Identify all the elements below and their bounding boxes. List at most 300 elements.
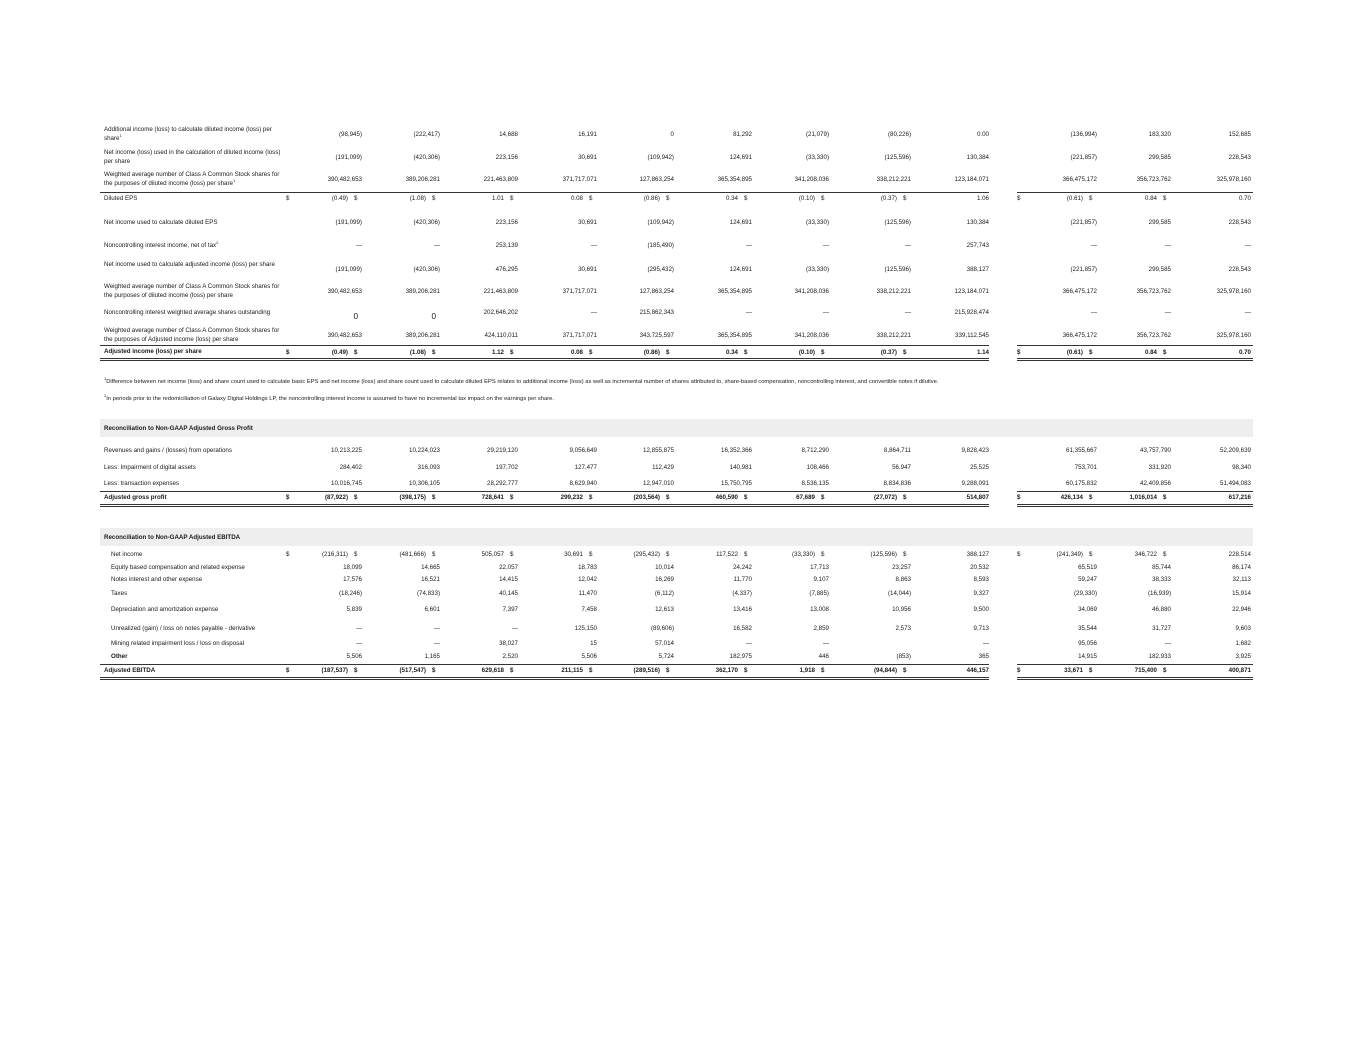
value-cell: 16,521 [421, 576, 440, 583]
value-cell: (191,099) [335, 219, 362, 226]
rule-line [100, 358, 989, 359]
eps-table-row [0, 171, 1365, 189]
value-cell: 389,206,281 [405, 332, 440, 339]
row-label-text: Equity based compensation and related expense [111, 564, 245, 571]
value-cell: 0 [670, 131, 674, 138]
footnote-text: Difference between net income (loss) and share count used to calculate basic EPS and net income (loss) and share count used to calculate diluted EPS relates to additional income (loss) as well as incremental number of shares attributed to, share-based compensation, noncontrolling interest, and convertible notes if dilutive. [106, 379, 939, 385]
row-label-text: Adjusted income (loss) per share [104, 348, 202, 355]
currency-symbol: $ [744, 551, 748, 558]
currency-symbol: $ [1089, 195, 1093, 202]
value-cell: 0.34 [725, 195, 738, 202]
value-cell: (191,099) [335, 154, 362, 161]
value-cell: 17,576 [343, 576, 362, 583]
value-cell: 0.08 [570, 195, 583, 202]
value-cell: 95,056 [1078, 640, 1097, 647]
row-label [104, 219, 289, 228]
value-cell: 223,156 [495, 219, 518, 226]
row-label [104, 239, 289, 251]
value-cell: 2,859 [813, 625, 829, 632]
currency-symbol: $ [1017, 349, 1021, 356]
currency-symbol: $ [821, 195, 825, 202]
currency-symbol: $ [903, 551, 907, 558]
value-cell: 446,157 [966, 667, 989, 674]
row-label-text: Mining related impairment loss / loss on disposal [111, 640, 245, 647]
rule-line [1017, 491, 1253, 492]
value-cell: 476,295 [495, 266, 518, 273]
currency-symbol: $ [1163, 667, 1167, 674]
value-cell: 5,506 [346, 653, 362, 660]
value-cell: 23,257 [892, 564, 911, 571]
value-cell: (21,079) [805, 131, 829, 138]
value-cell: 9,828,423 [961, 447, 989, 454]
value-cell: 371,717,071 [562, 176, 597, 183]
value-cell: 38,333 [1152, 576, 1171, 583]
value-cell: (481,666) [399, 551, 426, 558]
value-cell: 460,590 [715, 494, 738, 501]
value-cell: — [1244, 309, 1251, 316]
currency-symbol: $ [1163, 551, 1167, 558]
value-cell: 338,212,221 [876, 176, 911, 183]
value-cell: — [1090, 242, 1097, 249]
value-cell: 389,206,281 [405, 176, 440, 183]
value-cell: (0.86) [643, 349, 660, 356]
value-cell: 52,209,639 [1220, 447, 1251, 454]
value-cell: 299,585 [1148, 266, 1171, 273]
value-cell: 728,641 [481, 494, 504, 501]
value-cell: 197,702 [495, 464, 518, 471]
row-label [104, 447, 289, 456]
value-cell: 46,880 [1152, 606, 1171, 613]
value-cell: 8,863 [895, 576, 911, 583]
section-header-band [100, 419, 1253, 437]
rule-line [100, 677, 989, 678]
value-cell: (16,939) [1147, 590, 1171, 597]
value-cell: (125,596) [870, 551, 897, 558]
value-cell: 366,475,172 [1062, 332, 1097, 339]
value-cell: (33,330) [805, 266, 829, 273]
row-label-text: Weighted average number of Class A Common Stock shares for the purposes of Adjusted income (loss) per share [104, 327, 280, 343]
value-cell: 124,691 [729, 219, 752, 226]
value-cell: 253,139 [495, 242, 518, 249]
eps-table-row [0, 126, 1365, 144]
value-cell: 365,354,895 [717, 332, 752, 339]
eps-table-row [0, 327, 1365, 345]
value-cell: — [355, 640, 362, 647]
value-cell: (125,596) [884, 154, 911, 161]
row-label [104, 494, 289, 503]
rule-line [100, 192, 989, 193]
value-cell: — [982, 640, 989, 647]
rule-line [1017, 677, 1253, 678]
value-cell: (221,857) [1070, 219, 1097, 226]
value-cell: 9,603 [1235, 625, 1251, 632]
value-cell: 127,477 [574, 464, 597, 471]
value-cell: (289,516) [633, 667, 660, 674]
row-label-text: Adjusted EBITDA [104, 667, 156, 674]
row-label-text: Net income used to calculate diluted EPS [104, 219, 218, 226]
value-cell: 127,863,254 [639, 176, 674, 183]
section-title: Reconciliation to Non-GAAP Adjusted EBITDA [104, 534, 241, 541]
value-cell: 0.00 [976, 131, 989, 138]
value-cell: 299,585 [1148, 154, 1171, 161]
value-cell: 505,057 [481, 551, 504, 558]
ebitda-row [0, 551, 1365, 561]
value-cell: 125,150 [574, 625, 597, 632]
value-cell: 13,008 [810, 606, 829, 613]
value-cell: 223,156 [495, 154, 518, 161]
value-cell: 389,206,281 [405, 288, 440, 295]
value-cell: — [590, 309, 597, 316]
ebitda-row [0, 625, 1365, 635]
value-cell: 1.14 [976, 349, 989, 356]
currency-symbol: $ [1017, 195, 1021, 202]
value-cell: 124,691 [729, 154, 752, 161]
row-label [111, 551, 296, 560]
currency-symbol: $ [286, 551, 290, 558]
value-cell: (125,596) [884, 266, 911, 273]
value-cell: 617,216 [1228, 494, 1251, 501]
value-cell: 10,956 [892, 606, 911, 613]
value-cell: 753,701 [1074, 464, 1097, 471]
value-cell: (33,330) [805, 219, 829, 226]
value-cell: 10,306,105 [409, 480, 440, 487]
value-cell: 257,743 [966, 242, 989, 249]
currency-symbol: $ [744, 349, 748, 356]
value-cell: 0.70 [1238, 349, 1251, 356]
currency-symbol: $ [286, 667, 290, 674]
value-cell: 8,536,135 [801, 480, 829, 487]
value-cell: (80,226) [887, 131, 911, 138]
value-cell: 61,355,667 [1066, 447, 1097, 454]
row-label [104, 480, 289, 489]
row-label [104, 195, 289, 204]
footnote [104, 376, 939, 385]
value-cell: 0.84 [1144, 195, 1157, 202]
value-cell: 9,500 [973, 606, 989, 613]
rule-line [100, 360, 989, 361]
row-label [111, 653, 296, 662]
value-cell: 1.01 [491, 195, 504, 202]
value-cell: (33,330) [791, 551, 815, 558]
currency-symbol: $ [744, 667, 748, 674]
rule-line [100, 679, 989, 680]
value-cell: 9,107 [813, 576, 829, 583]
value-cell: 81,292 [733, 131, 752, 138]
currency-symbol: $ [432, 494, 436, 501]
value-cell: (0.37) [880, 195, 897, 202]
value-cell: 10,213,225 [331, 447, 362, 454]
currency-symbol: $ [510, 551, 514, 558]
value-cell: 202,646,202 [483, 309, 518, 316]
footnote-mark: 1 [104, 376, 107, 382]
value-cell: 388,127 [966, 266, 989, 273]
value-cell: 30,691 [578, 266, 597, 273]
value-cell: 390,482,653 [327, 332, 362, 339]
row-label-text: Net income [111, 551, 143, 558]
rule-line [100, 491, 989, 492]
row-label-text: Noncontrolling interest income, net of tax [104, 242, 217, 249]
value-cell: (33,330) [805, 154, 829, 161]
value-cell: 12,613 [655, 606, 674, 613]
rule-line [1017, 506, 1253, 507]
value-cell: (222,417) [413, 131, 440, 138]
value-cell: 221,463,809 [483, 288, 518, 295]
value-cell: — [745, 640, 752, 647]
value-cell: 12,855,875 [643, 447, 674, 454]
value-cell: 362,170 [715, 667, 738, 674]
value-cell: 5,839 [346, 606, 362, 613]
currency-symbol: $ [1089, 667, 1093, 674]
rule-line [100, 504, 989, 505]
value-cell: 1.06 [976, 195, 989, 202]
ebitda-row [0, 576, 1365, 586]
value-cell: — [904, 242, 911, 249]
value-cell: 31,727 [1152, 625, 1171, 632]
rule-line [1017, 192, 1253, 193]
value-cell: 35,544 [1078, 625, 1097, 632]
value-cell: 9,288,091 [961, 480, 989, 487]
row-label-text: Weighted average number of Class A Common Stock shares for the purposes of diluted income (loss) per share [104, 283, 280, 299]
value-cell: — [745, 309, 752, 316]
value-cell: 299,585 [1148, 219, 1171, 226]
value-cell: 215,928,474 [954, 309, 989, 316]
currency-symbol: $ [589, 195, 593, 202]
value-cell: 8,629,940 [569, 480, 597, 487]
rule-line [100, 506, 989, 507]
value-cell: 60,175,832 [1066, 480, 1097, 487]
row-label-text: Revenues and gains / (losses) from operations [104, 447, 232, 454]
value-cell: 0 [353, 312, 358, 321]
value-cell: 0.34 [725, 349, 738, 356]
row-label [104, 464, 289, 473]
row-label [104, 126, 289, 144]
value-cell: (0.49) [331, 349, 348, 356]
value-cell: (74,833) [416, 590, 440, 597]
value-cell: 140,981 [729, 464, 752, 471]
value-cell: 325,978,160 [1216, 176, 1251, 183]
value-cell: 338,212,221 [876, 332, 911, 339]
value-cell: 86,174 [1232, 564, 1251, 571]
value-cell: 8,593 [973, 576, 989, 583]
row-label [104, 149, 289, 167]
ebitda-row [0, 653, 1365, 663]
value-cell: 15,750,795 [721, 480, 752, 487]
row-label-text: Taxes [111, 590, 128, 597]
value-cell: 182,975 [729, 653, 752, 660]
value-cell: (18,246) [338, 590, 362, 597]
value-cell: 67,689 [796, 494, 815, 501]
value-cell: 11,770 [733, 576, 752, 583]
currency-symbol: $ [821, 349, 825, 356]
value-cell: — [433, 242, 440, 249]
value-cell: (7,885) [809, 590, 829, 597]
currency-symbol: $ [1017, 667, 1021, 674]
value-cell: 9,327 [973, 590, 989, 597]
currency-symbol: $ [1017, 551, 1021, 558]
value-cell: 365 [978, 653, 989, 660]
currency-symbol: $ [903, 667, 907, 674]
value-cell: 346,722 [1134, 551, 1157, 558]
value-cell: 12,042 [578, 576, 597, 583]
eps-table-row [0, 239, 1365, 252]
row-label [104, 348, 289, 357]
value-cell: 316,093 [417, 464, 440, 471]
value-cell: — [745, 242, 752, 249]
value-cell: 32,113 [1232, 576, 1251, 583]
value-cell: 5,724 [658, 653, 674, 660]
value-cell: 715,400 [1134, 667, 1157, 674]
value-cell: 1,918 [799, 667, 815, 674]
value-cell: 14,915 [1078, 653, 1097, 660]
value-cell: 446 [818, 653, 829, 660]
value-cell: — [1164, 309, 1171, 316]
eps-table-row [0, 195, 1365, 205]
value-cell: 57,014 [655, 640, 674, 647]
footnote [104, 393, 555, 402]
value-cell: 6,601 [424, 606, 440, 613]
currency-symbol: $ [1089, 349, 1093, 356]
rule-line [1017, 679, 1253, 680]
value-cell: 14,688 [499, 131, 518, 138]
section-title: Reconciliation to Non-GAAP Adjusted Gross Profit [104, 425, 253, 432]
value-cell: 7,397 [502, 606, 518, 613]
currency-symbol: $ [589, 667, 593, 674]
footnote-text: In periods prior to the redomiciliation of Galaxy Digital Holdings LP, the noncontrolling interest income is assumed to have no incremental tax impact on the earnings per share. [106, 396, 555, 402]
value-cell: 42,409,856 [1140, 480, 1171, 487]
currency-symbol: $ [821, 667, 825, 674]
footnote-mark: 2 [104, 393, 107, 399]
row-label [111, 590, 296, 599]
row-label-text: Notes interest and other expense [111, 576, 203, 583]
value-cell: 341,208,036 [794, 288, 829, 295]
currency-symbol: $ [286, 195, 290, 202]
value-cell: 34,069 [1078, 606, 1097, 613]
value-cell: 13,416 [733, 606, 752, 613]
value-cell: 40,145 [499, 590, 518, 597]
row-label-text: Less: transaction expenses [104, 480, 179, 487]
currency-symbol: $ [744, 195, 748, 202]
rule-line [1017, 358, 1253, 359]
value-cell: — [1244, 242, 1251, 249]
value-cell: 284,402 [339, 464, 362, 471]
value-cell: 30,691 [578, 219, 597, 226]
ebitda-row [0, 590, 1365, 600]
value-cell: 341,208,036 [794, 176, 829, 183]
value-cell: — [1164, 242, 1171, 249]
value-cell: (221,857) [1070, 154, 1097, 161]
row-label-text: Weighted average number of Class A Common Stock shares for the purposes of diluted income (loss) per share [104, 171, 280, 187]
gross-profit-row [0, 447, 1365, 457]
value-cell: (203,564) [633, 494, 660, 501]
value-cell: 356,723,762 [1136, 176, 1171, 183]
value-cell: 426,134 [1060, 494, 1083, 501]
row-label-text: Net income used to calculate adjusted income (loss) per share [104, 261, 275, 268]
currency-symbol: $ [354, 494, 358, 501]
value-cell: (853) [896, 653, 911, 660]
currency-symbol: $ [666, 349, 670, 356]
currency-symbol: $ [432, 667, 436, 674]
row-label-text: Less: Impairment of digital assets [104, 464, 196, 471]
value-cell: 1.12 [491, 349, 504, 356]
value-cell: 51,494,083 [1220, 480, 1251, 487]
value-cell: 117,522 [716, 551, 738, 558]
currency-symbol: $ [903, 349, 907, 356]
currency-symbol: $ [903, 494, 907, 501]
value-cell: 338,212,221 [876, 288, 911, 295]
value-cell: 343,725,597 [639, 332, 674, 339]
value-cell: 365,354,895 [717, 176, 752, 183]
eps-table-row [0, 348, 1365, 358]
value-cell: 366,475,172 [1062, 288, 1097, 295]
value-cell: 1,016,014 [1129, 494, 1157, 501]
value-cell: (0.61) [1066, 195, 1083, 202]
currency-symbol: $ [1163, 349, 1167, 356]
value-cell: 8,834,836 [883, 480, 911, 487]
value-cell: (295,432) [647, 266, 674, 273]
value-cell: 0 [431, 312, 436, 321]
row-label-text: Net income (loss) used in the calculation of diluted income (loss) per share [104, 149, 281, 165]
value-cell: (0.86) [643, 195, 660, 202]
value-cell: 390,482,653 [327, 176, 362, 183]
value-cell: — [822, 309, 829, 316]
currency-symbol: $ [589, 494, 593, 501]
currency-symbol: $ [821, 551, 825, 558]
value-cell: 18,783 [578, 564, 597, 571]
value-cell: — [1164, 640, 1171, 647]
value-cell: 14,415 [499, 576, 518, 583]
value-cell: (89,606) [650, 625, 674, 632]
value-cell: 33,671 [1064, 667, 1083, 674]
value-cell: (221,857) [1070, 266, 1097, 273]
value-cell: — [822, 640, 829, 647]
value-cell: 228,514 [1228, 551, 1251, 558]
currency-symbol: $ [354, 667, 358, 674]
value-cell: 12,947,010 [643, 480, 674, 487]
value-cell: (94,844) [873, 667, 897, 674]
value-cell: 514,807 [966, 494, 989, 501]
value-cell: 124,691 [729, 266, 752, 273]
value-cell: 123,184,071 [954, 288, 989, 295]
value-cell: 424,110,011 [484, 332, 518, 339]
value-cell: 5,506 [581, 653, 597, 660]
currency-symbol: $ [510, 494, 514, 501]
value-cell: 10,014 [655, 564, 674, 571]
value-cell: 30,691 [564, 551, 583, 558]
value-cell: 388,127 [966, 551, 989, 558]
value-cell: (136,994) [1070, 131, 1097, 138]
value-cell: 59,247 [1078, 576, 1097, 583]
gross-profit-row [0, 480, 1365, 490]
value-cell: (125,596) [884, 219, 911, 226]
currency-symbol: $ [286, 494, 290, 501]
value-cell: (0.61) [1066, 349, 1083, 356]
currency-symbol: $ [666, 551, 670, 558]
value-cell: 629,618 [481, 667, 504, 674]
value-cell: 356,723,762 [1136, 288, 1171, 295]
rule-line [100, 345, 989, 346]
value-cell: 371,717,071 [562, 332, 597, 339]
eps-table-row [0, 309, 1365, 323]
value-cell: 130,384 [966, 154, 989, 161]
currency-symbol: $ [510, 195, 514, 202]
row-label [104, 283, 289, 301]
value-cell: 325,978,160 [1216, 288, 1251, 295]
value-cell: (0.37) [880, 349, 897, 356]
value-cell: 18,099 [343, 564, 362, 571]
currency-symbol: $ [666, 667, 670, 674]
value-cell: 182,933 [1148, 653, 1171, 660]
value-cell: 16,269 [655, 576, 674, 583]
